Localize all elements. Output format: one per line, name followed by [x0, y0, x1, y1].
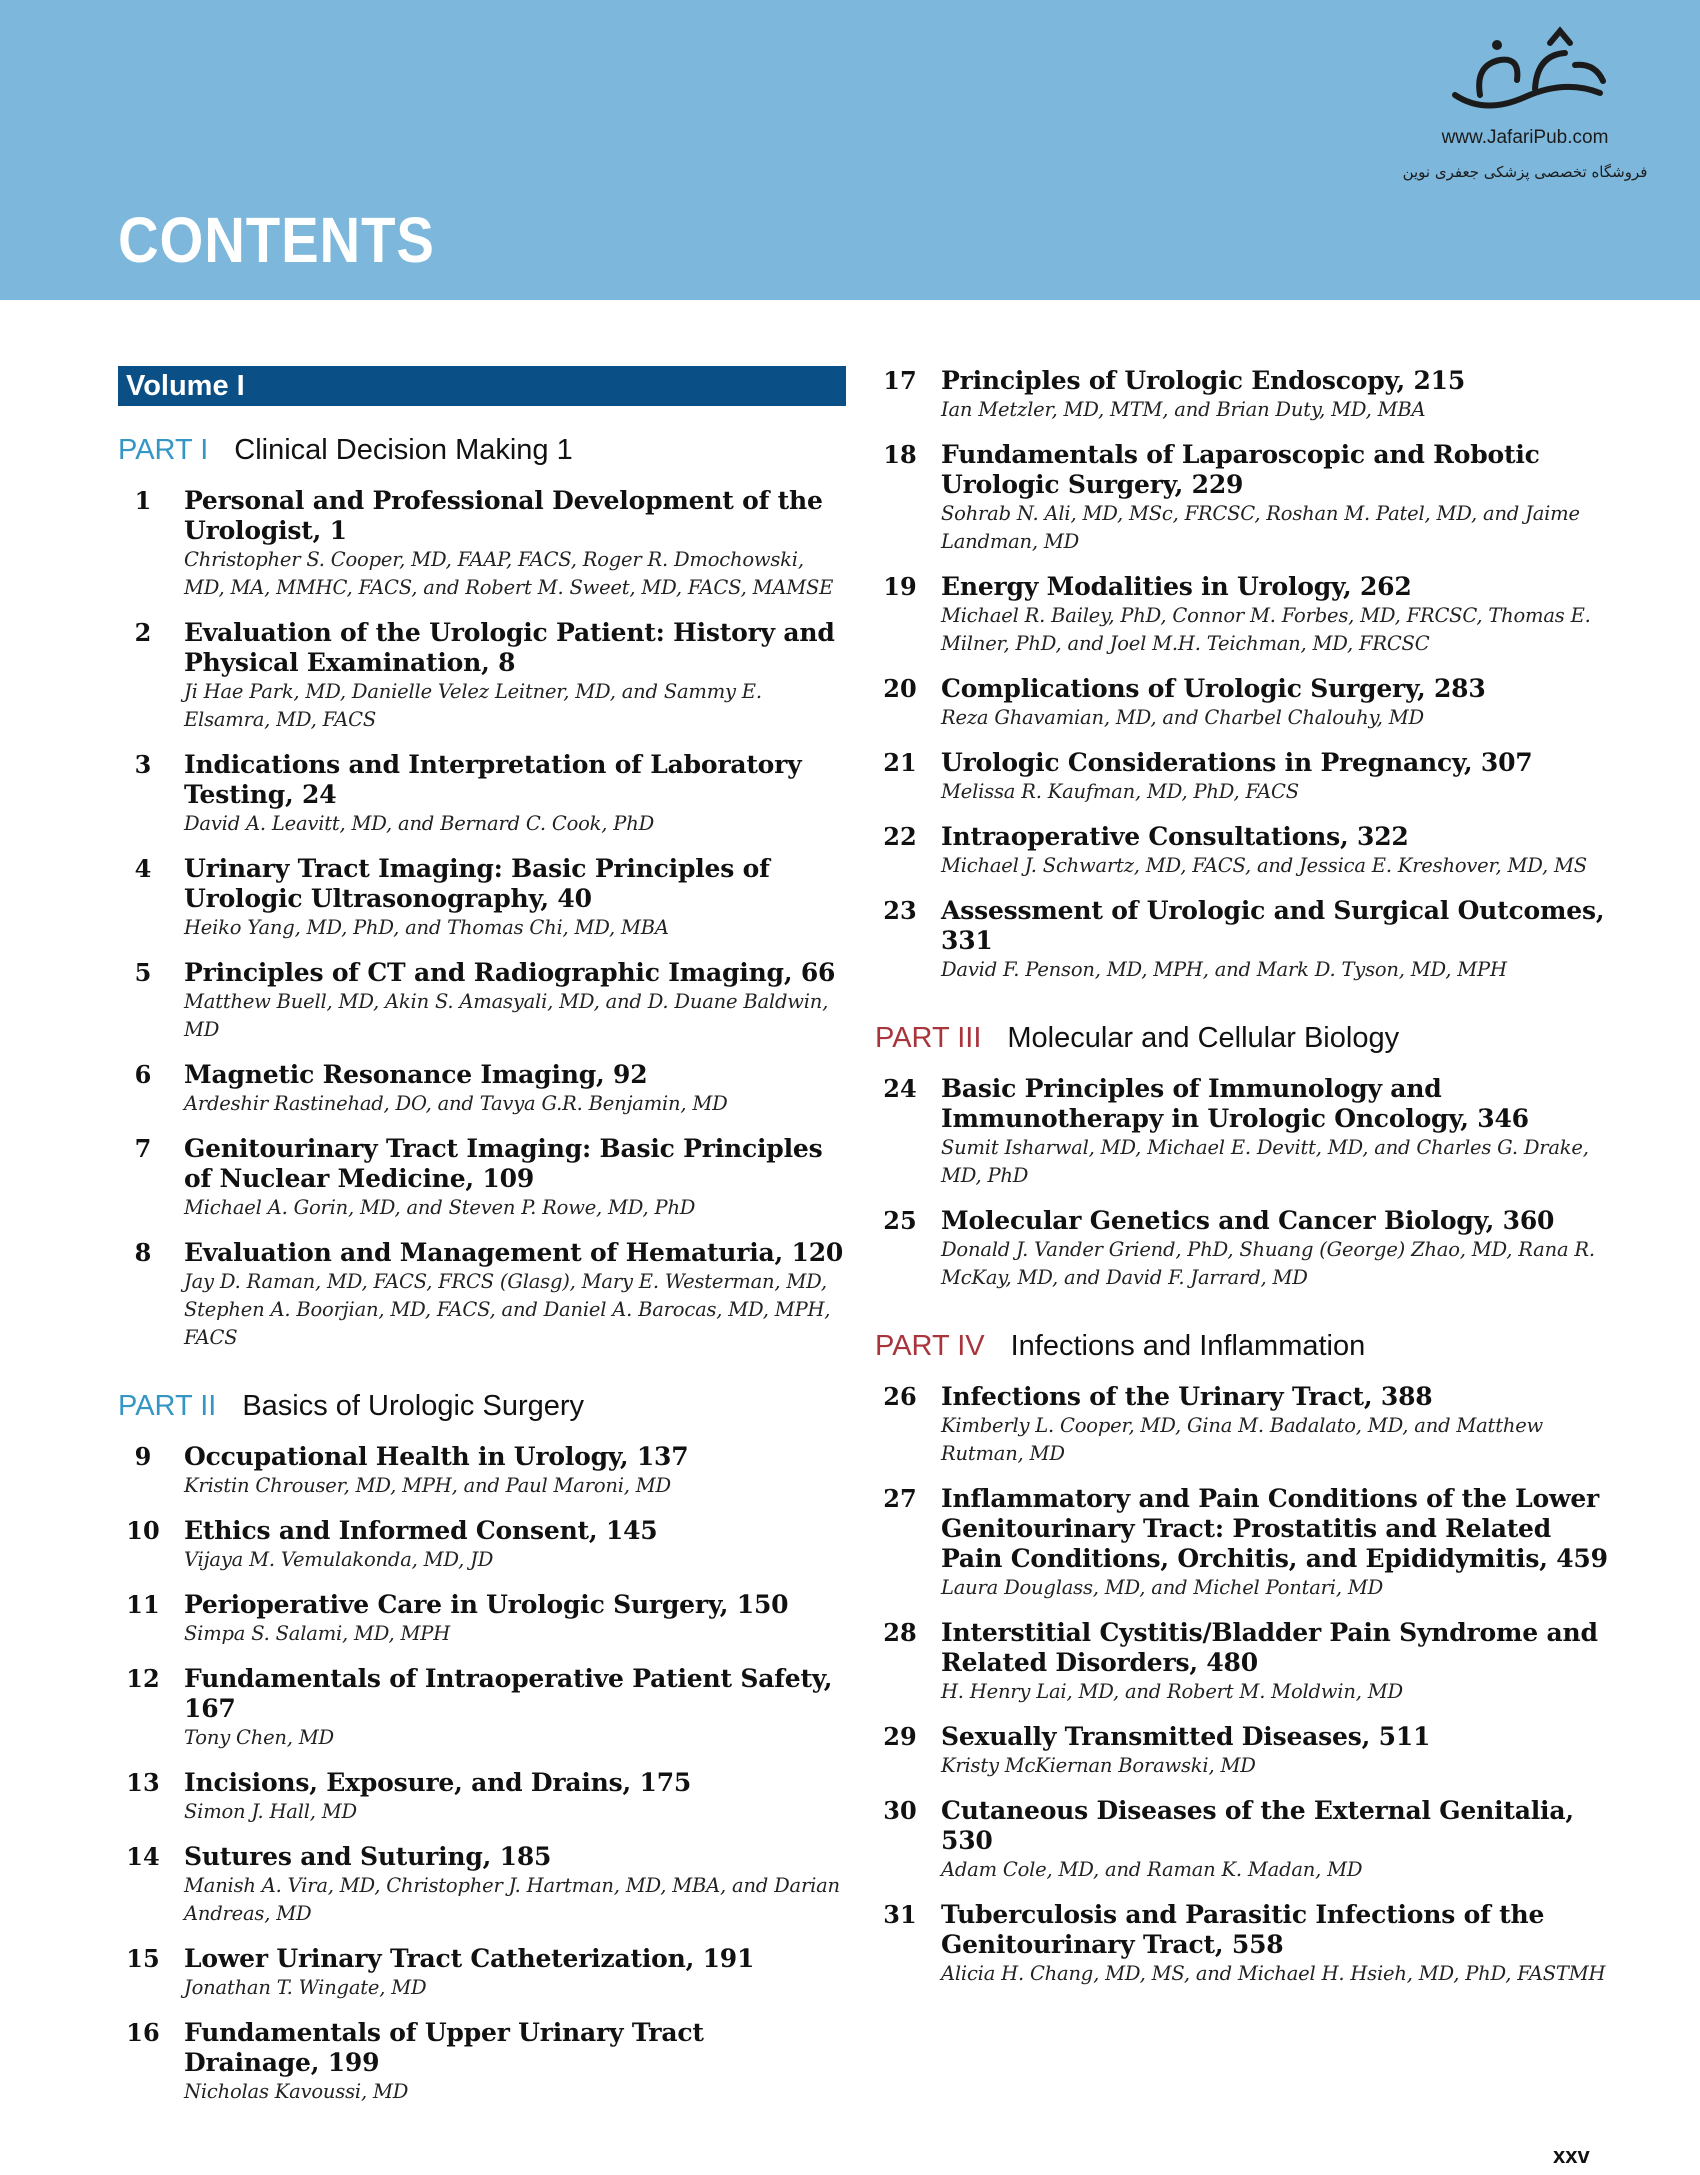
chapter-authors: Reza Ghavamian, MD, and Charbel Chalouhy, MD — [941, 706, 1424, 729]
chapter-entry[interactable] — [118, 1442, 846, 1500]
chapter-entry[interactable] — [118, 486, 846, 602]
chapter-entry[interactable] — [118, 1134, 846, 1222]
chapter-number: 3 — [134, 750, 152, 779]
chapter-title: Genitourinary Tract Imaging: Basic Principles of Nuclear Medicine, 109 — [184, 1134, 823, 1193]
chapter-number: 9 — [134, 1442, 152, 1471]
logo-url: www.JafariPub.com — [1441, 127, 1609, 148]
page-title: CONTENTS — [118, 204, 435, 276]
chapter-authors: Tony Chen, MD — [184, 1726, 334, 1749]
logo-emblem-icon — [1425, 25, 1625, 125]
toc-left-column — [118, 366, 846, 2122]
chapter-number: 16 — [126, 2018, 160, 2047]
chapter-entry[interactable] — [118, 1238, 846, 1352]
chapter-authors: Nicholas Kavoussi, MD — [184, 2080, 409, 2103]
chapter-entry[interactable] — [875, 822, 1615, 880]
chapter-authors: Ian Metzler, MD, MTM, and Brian Duty, MD, MBA — [941, 398, 1426, 421]
chapter-authors: Laura Douglass, MD, and Michel Pontari, MD — [941, 1576, 1384, 1599]
chapter-entry[interactable] — [118, 750, 846, 838]
chapter-title: Principles of CT and Radiographic Imaging, 66 — [184, 958, 836, 987]
publisher-logo[interactable] — [1385, 25, 1665, 190]
part-name: Basics of Urologic Surgery — [242, 1390, 585, 1422]
chapter-authors: Alicia H. Chang, MD, MS, and Michael H. Hsieh, MD, PhD, FASTMH — [941, 1962, 1606, 1985]
chapter-title: Personal and Professional Development of the Urologist, 1 — [184, 486, 823, 545]
chapter-number: 24 — [883, 1074, 917, 1103]
chapter-title: Complications of Urologic Surgery, 283 — [941, 674, 1486, 703]
chapter-number: 21 — [883, 748, 917, 777]
chapter-number: 7 — [134, 1134, 152, 1163]
chapter-entry[interactable] — [875, 1722, 1615, 1780]
volume-heading: Volume I — [118, 366, 846, 406]
chapter-authors: Heiko Yang, MD, PhD, and Thomas Chi, MD, MBA — [184, 916, 669, 939]
chapter-title: Cutaneous Diseases of the External Genitalia, 530 — [941, 1796, 1574, 1855]
header-banner — [0, 0, 1700, 300]
chapter-number: 30 — [883, 1796, 917, 1825]
chapter-entry[interactable] — [875, 1796, 1615, 1884]
chapter-number: 18 — [883, 440, 917, 469]
chapter-title: Fundamentals of Intraoperative Patient Safety, 167 — [184, 1664, 833, 1723]
part-label: PART II — [118, 1390, 217, 1422]
chapter-title: Molecular Genetics and Cancer Biology, 360 — [941, 1206, 1555, 1235]
right-parts — [875, 366, 1615, 1988]
chapter-number: 2 — [134, 618, 152, 647]
chapter-entry[interactable] — [118, 1664, 846, 1752]
chapter-authors: Michael J. Schwartz, MD, FACS, and Jessica E. Kreshover, MD, MS — [941, 854, 1587, 877]
chapter-number: 5 — [134, 958, 152, 987]
chapter-number: 26 — [883, 1382, 917, 1411]
part-spacer — [875, 1000, 1615, 1020]
chapter-title: Inflammatory and Pain Conditions of the Lower Genitourinary Tract: Prostatitis and Related Pain Conditions, Orchitis, and Epididymitis, 459 — [941, 1484, 1608, 1573]
chapter-title: Energy Modalities in Urology, 262 — [941, 572, 1412, 601]
chapter-entry[interactable] — [875, 1206, 1615, 1292]
part-label: PART I — [118, 434, 209, 466]
chapter-title: Sutures and Suturing, 185 — [184, 1842, 552, 1871]
chapter-entry[interactable] — [875, 572, 1615, 658]
part-label: PART III — [875, 1022, 982, 1054]
chapter-entry[interactable] — [118, 1516, 846, 1574]
chapter-title: Fundamentals of Upper Urinary Tract Drainage, 199 — [184, 2018, 704, 2077]
chapter-entry[interactable] — [118, 2018, 846, 2106]
chapter-title: Ethics and Informed Consent, 145 — [184, 1516, 658, 1545]
chapter-authors: Adam Cole, MD, and Raman K. Madan, MD — [941, 1858, 1363, 1881]
chapter-entry[interactable] — [118, 854, 846, 942]
part-heading — [875, 1020, 1615, 1056]
left-parts — [118, 432, 846, 2106]
chapter-title: Perioperative Care in Urologic Surgery, 150 — [184, 1590, 789, 1619]
chapter-authors: Kristin Chrouser, MD, MPH, and Paul Maroni, MD — [184, 1474, 671, 1497]
chapter-authors: Sumit Isharwal, MD, Michael E. Devitt, MD, and Charles G. Drake, MD, PhD — [941, 1136, 1589, 1187]
chapter-authors: Kimberly L. Cooper, MD, Gina M. Badalato, MD, and Matthew Rutman, MD — [941, 1414, 1544, 1465]
chapter-number: 27 — [883, 1484, 917, 1513]
chapter-number: 4 — [134, 854, 152, 883]
chapter-authors: Donald J. Vander Griend, PhD, Shuang (George) Zhao, MD, Rana R. McKay, MD, and David F. Jarrard, MD — [941, 1238, 1595, 1289]
chapter-number: 11 — [126, 1590, 160, 1619]
chapter-number: 6 — [134, 1060, 152, 1089]
chapter-authors: Simpa S. Salami, MD, MPH — [184, 1622, 451, 1645]
chapter-authors: Kristy McKiernan Borawski, MD — [941, 1754, 1256, 1777]
chapter-entry[interactable] — [118, 1944, 846, 2002]
part-label: PART IV — [875, 1330, 985, 1362]
chapter-title: Infections of the Urinary Tract, 388 — [941, 1382, 1433, 1411]
chapter-authors: Ji Hae Park, MD, Danielle Velez Leitner, MD, and Sammy E. Elsamra, MD, FACS — [184, 680, 762, 731]
chapter-number: 10 — [126, 1516, 160, 1545]
chapter-authors: Ardeshir Rastinehad, DO, and Tavya G.R. Benjamin, MD — [184, 1092, 728, 1115]
chapter-authors: David F. Penson, MD, MPH, and Mark D. Tyson, MD, MPH — [941, 958, 1507, 981]
chapter-number: 17 — [883, 366, 917, 395]
chapter-authors: Melissa R. Kaufman, MD, PhD, FACS — [941, 780, 1299, 803]
part-heading — [118, 1388, 846, 1424]
chapter-title: Interstitial Cystitis/Bladder Pain Syndrome and Related Disorders, 480 — [941, 1618, 1598, 1677]
chapter-number: 20 — [883, 674, 917, 703]
chapter-entry[interactable] — [118, 1060, 846, 1118]
chapter-title: Basic Principles of Immunology and Immunotherapy in Urologic Oncology, 346 — [941, 1074, 1529, 1133]
part-spacer — [118, 1368, 846, 1388]
chapter-number: 13 — [126, 1768, 160, 1797]
chapter-authors: Manish A. Vira, MD, Christopher J. Hartman, MD, MBA, and Darian Andreas, MD — [184, 1874, 840, 1925]
chapter-authors: Matthew Buell, MD, Akin S. Amasyali, MD, and D. Duane Baldwin, MD — [184, 990, 829, 1041]
chapter-title: Principles of Urologic Endoscopy, 215 — [941, 366, 1466, 395]
chapter-title: Evaluation and Management of Hematuria, 120 — [184, 1238, 844, 1267]
chapter-authors: Jay D. Raman, MD, FACS, FRCS (Glasg), Mary E. Westerman, MD, Stephen A. Boorjian, MD, FACS, and Daniel A. Barocas, MD, MPH, FACS — [184, 1270, 831, 1349]
chapter-number: 1 — [134, 486, 152, 515]
chapter-number: 29 — [883, 1722, 917, 1751]
toc-right-column — [875, 366, 1615, 2004]
chapter-number: 8 — [134, 1238, 152, 1267]
chapter-entry[interactable] — [875, 748, 1615, 806]
chapter-entry[interactable] — [118, 958, 846, 1044]
chapter-title: Occupational Health in Urology, 137 — [184, 1442, 689, 1471]
chapter-authors: Simon J. Hall, MD — [184, 1800, 357, 1823]
chapter-number: 12 — [126, 1664, 160, 1693]
chapter-entry[interactable] — [875, 366, 1615, 424]
chapter-entry[interactable] — [875, 1484, 1615, 1602]
chapter-entry[interactable] — [875, 1382, 1615, 1468]
chapter-title: Incisions, Exposure, and Drains, 175 — [184, 1768, 692, 1797]
chapter-title: Lower Urinary Tract Catheterization, 191 — [184, 1944, 755, 1973]
chapter-authors: David A. Leavitt, MD, and Bernard C. Cook, PhD — [184, 812, 655, 835]
chapter-entry[interactable] — [875, 440, 1615, 556]
chapter-entry[interactable] — [875, 1618, 1615, 1706]
chapter-entry[interactable] — [875, 1074, 1615, 1190]
part-heading — [118, 432, 846, 468]
part-name: Molecular and Cellular Biology — [1007, 1022, 1400, 1054]
chapter-entry[interactable] — [118, 618, 846, 734]
chapter-entry[interactable] — [875, 1900, 1615, 1988]
chapter-number: 25 — [883, 1206, 917, 1235]
chapter-number: 23 — [883, 896, 917, 925]
chapter-entry[interactable] — [875, 674, 1615, 732]
chapter-authors: Vijaya M. Vemulakonda, MD, JD — [184, 1548, 494, 1571]
chapter-authors: Michael A. Gorin, MD, and Steven P. Rowe, MD, PhD — [184, 1196, 696, 1219]
chapter-authors: Sohrab N. Ali, MD, MSc, FRCSC, Roshan M. Patel, MD, and Jaime Landman, MD — [941, 502, 1580, 553]
part-name: Clinical Decision Making 1 — [234, 434, 573, 466]
chapter-authors: Jonathan T. Wingate, MD — [184, 1976, 427, 1999]
chapter-title: Tuberculosis and Parasitic Infections of the Genitourinary Tract, 558 — [941, 1900, 1545, 1959]
chapter-entry[interactable] — [118, 1768, 846, 1826]
chapter-title: Intraoperative Consultations, 322 — [941, 822, 1409, 851]
logo-tagline: فروشگاه تخصصی پزشکی جعفری نوین — [1402, 163, 1648, 181]
chapter-number: 31 — [883, 1900, 917, 1929]
chapter-entry[interactable] — [118, 1590, 846, 1648]
chapter-entry[interactable] — [875, 896, 1615, 984]
chapter-authors: Michael R. Bailey, PhD, Connor M. Forbes, MD, FRCSC, Thomas E. Milner, PhD, and Joel M.H. Teichman, MD, FRCSC — [941, 604, 1591, 655]
chapter-number: 15 — [126, 1944, 160, 1973]
page-number: xxv — [1553, 2143, 1590, 2168]
part-name: Infections and Inflammation — [1010, 1330, 1366, 1362]
chapter-title: Assessment of Urologic and Surgical Outcomes, 331 — [941, 896, 1605, 955]
chapter-number: 19 — [883, 572, 917, 601]
chapter-number: 22 — [883, 822, 917, 851]
part-heading — [875, 1328, 1615, 1364]
chapter-title: Fundamentals of Laparoscopic and Robotic Urologic Surgery, 229 — [941, 440, 1540, 499]
chapter-title: Indications and Interpretation of Laboratory Testing, 24 — [184, 750, 802, 809]
chapter-number: 28 — [883, 1618, 917, 1647]
chapter-title: Magnetic Resonance Imaging, 92 — [184, 1060, 648, 1089]
chapter-number: 14 — [126, 1842, 160, 1871]
chapter-title: Sexually Transmitted Diseases, 511 — [941, 1722, 1431, 1751]
chapter-title: Urologic Considerations in Pregnancy, 307 — [941, 748, 1533, 777]
chapter-authors: H. Henry Lai, MD, and Robert M. Moldwin, MD — [941, 1680, 1403, 1703]
chapter-authors: Christopher S. Cooper, MD, FAAP, FACS, Roger R. Dmochowski, MD, MA, MMHC, FACS, and Robert M. Sweet, MD, FACS, MAMSE — [184, 548, 834, 599]
part-spacer — [875, 1308, 1615, 1328]
chapter-entry[interactable] — [118, 1842, 846, 1928]
chapter-title: Urinary Tract Imaging: Basic Principles of Urologic Ultrasonography, 40 — [184, 854, 770, 913]
chapter-title: Evaluation of the Urologic Patient: History and Physical Examination, 8 — [184, 618, 835, 677]
